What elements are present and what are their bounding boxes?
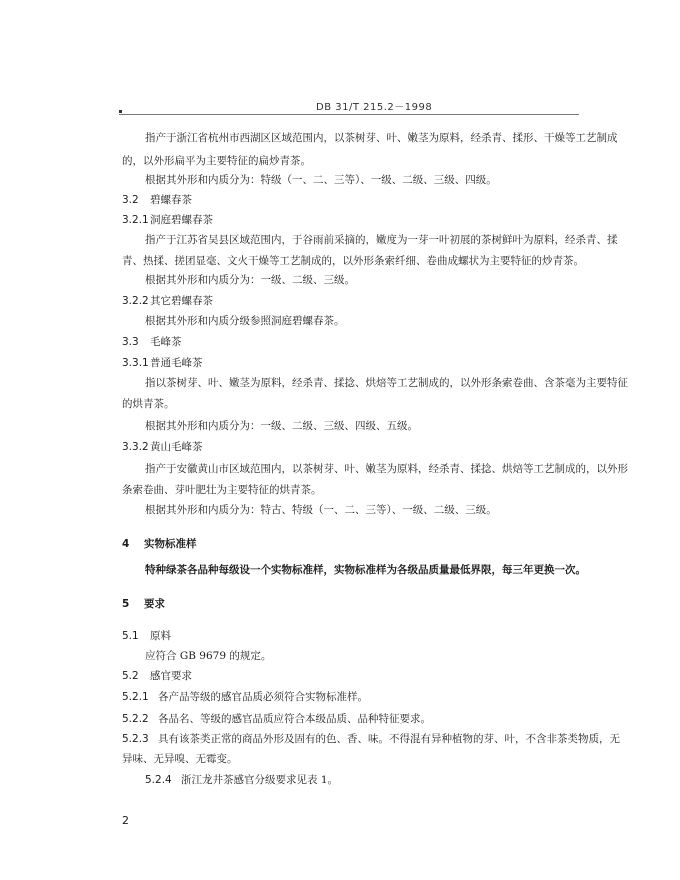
header-corner-mark [119, 110, 122, 113]
section-number: 3.3.2 [122, 441, 149, 453]
section-number: 3.3 [122, 336, 139, 348]
clause-number: 5.2.4 [145, 774, 172, 786]
subsection-heading [122, 213, 213, 227]
section-title: 感官要求 [150, 670, 192, 682]
section-heading [122, 335, 182, 349]
section-title: 碧螺春茶 [150, 194, 192, 206]
paragraph-line: 特种绿茶各品种每级设一个实物标准样，实物标准样为各级品质量最低界限，每三年更换一次。 [145, 564, 586, 576]
section-title: 实物标准样 [144, 538, 197, 550]
clause-line [122, 712, 431, 726]
section-number: 3.2 [122, 194, 139, 206]
section-number: 3.2.1 [122, 214, 149, 226]
header-rule [119, 114, 579, 115]
section-heading [122, 193, 192, 207]
section-number: 5.1 [122, 630, 139, 642]
clause-text: 各品名、等级的感官品质应符合本级品质、品种特征要求。 [158, 713, 431, 725]
section-number: 3.2.2 [122, 295, 149, 307]
section-number: 3.3.1 [122, 357, 149, 369]
clause-number: 5.2.1 [122, 691, 149, 703]
clause-text: 具有该茶类正常的商品外形及固有的色、香、味。不得混有异种植物的芽、叶，不含非茶类物质，无 [158, 733, 620, 745]
section-number: 5 [122, 598, 130, 610]
paragraph-line: 指产于江苏省吴县区域范围内，于谷雨前采摘的，嫩度为一芽一叶初展的茶树鲜叶为原料，经杀青、揉 [145, 234, 618, 246]
section-title: 其它碧螺春茶 [150, 295, 213, 307]
paragraph-line: 的，以外形扁平为主要特征的扁炒青茶。 [122, 155, 311, 167]
clause-number: 5.2.2 [122, 713, 149, 725]
page-number: 2 [122, 814, 129, 827]
subsection-heading [122, 440, 203, 454]
subsection-heading [122, 669, 192, 683]
clause-line [145, 773, 338, 787]
section-title: 洞庭碧螺春茶 [150, 214, 213, 226]
paragraph-line: 异味、无异嗅、无霉变。 [122, 753, 238, 765]
paragraph-line: 根据其外形和内质分为：特级（一、二、三等）、一级、二级、三级、四级。 [145, 174, 497, 186]
section-number: 5.2 [122, 670, 139, 682]
subsection-heading [122, 356, 203, 370]
clause-text: 各产品等级的感官品质必须符合实物标准样。 [158, 691, 368, 703]
paragraph-line: 根据其外形和内质分为：一级、二级、三级、四级、五级。 [145, 420, 418, 432]
paragraph-line: 指产于浙江省杭州市西湖区区域范围内，以茶树芽、叶、嫩茎为原料，经杀青、揉形、干燥等工艺制成 [145, 132, 618, 144]
section-title: 原料 [150, 630, 171, 642]
paragraph-line: 条索卷曲、芽叶肥壮为主要特征的烘青茶。 [122, 484, 322, 496]
clause-number: 5.2.3 [122, 733, 149, 745]
paragraph-line: 根据其外形和内质分级参照洞庭碧螺春茶。 [145, 315, 345, 327]
document-code-header: DB 31/T 215.2－1998 [316, 102, 433, 113]
paragraph-line: 根据其外形和内质分为：特古、特级（一、二、三等）、一级、二级、三级。 [145, 504, 497, 516]
paragraph-line: 青、热揉、搓团显毫、文火干燥等工艺制成的，以外形条索纤细、卷曲成螺状为主要特征的炒青茶。 [122, 255, 584, 267]
section-title: 黄山毛峰茶 [150, 441, 203, 453]
subsection-heading [122, 629, 171, 643]
clause-line [122, 732, 620, 746]
section-number: 4 [122, 538, 130, 550]
section-title: 要求 [144, 598, 165, 610]
paragraph-line: 指产于安徽黄山市区域范围内，以茶树芽、叶、嫩茎为原料，经杀青、揉捻、烘焙等工艺制成的，以外形 [145, 463, 628, 475]
section-title: 毛峰茶 [150, 336, 182, 348]
paragraph-line: 指以茶树芽、叶、嫩茎为原料，经杀青、揉捻、烘焙等工艺制成的，以外形条索卷曲、含茶毫为主要特征 [145, 377, 628, 389]
section-title: 普通毛峰茶 [150, 357, 203, 369]
paragraph-line: 根据其外形和内质分为：一级、二级、三级。 [145, 274, 355, 286]
paragraph-line: 应符合 GB 9679 的规定。 [145, 650, 272, 662]
paragraph-line: 的烘青茶。 [122, 398, 175, 410]
section-heading [122, 537, 197, 551]
section-heading [122, 597, 165, 611]
clause-text: 浙江龙井茶感官分级要求见表 1。 [181, 774, 339, 786]
subsection-heading [122, 294, 213, 308]
clause-line [122, 690, 368, 704]
